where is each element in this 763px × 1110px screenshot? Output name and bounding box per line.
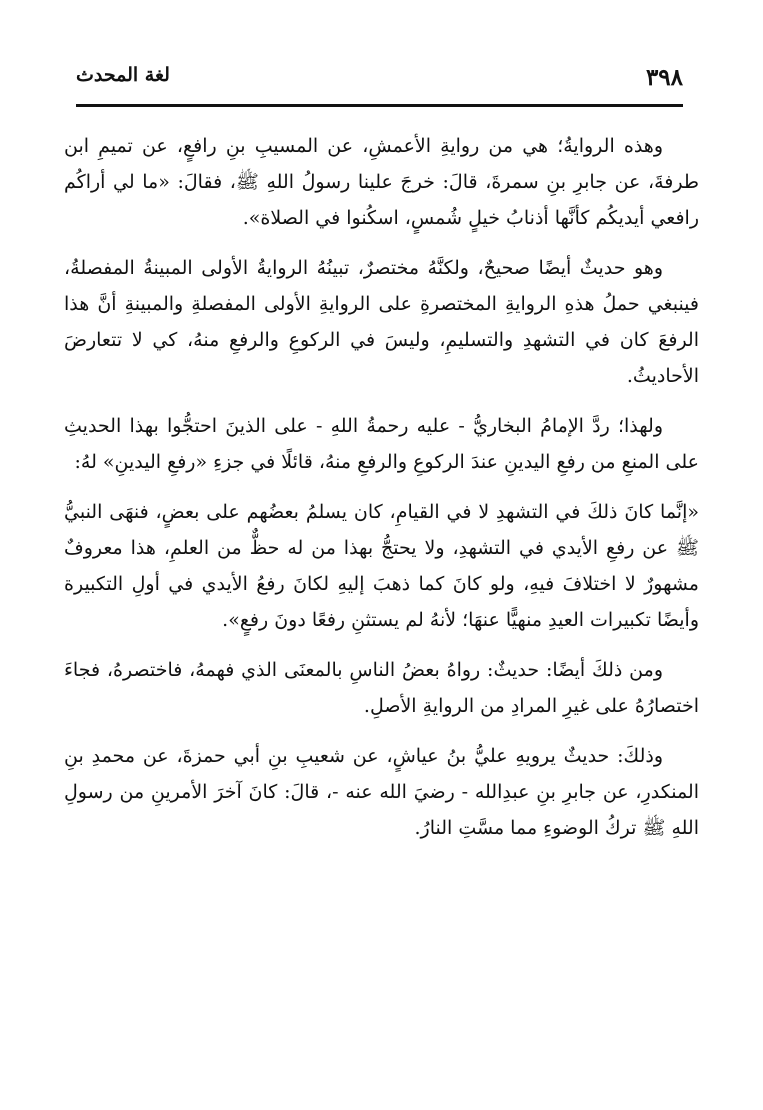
running-title: لغة المحدث [76,64,170,86]
page-number: ٣٩٨ [645,64,683,91]
header-rule [76,104,683,107]
paragraph: وذلكَ: حديثٌ يرويهِ عليُّ بنُ عياشٍ، عن شعيبِ بنِ أبي حمزةَ، عن محمدِ بنِ المنكدرِ، عن جابرِ بنِ عبدِالله - رضيَ الله عنه -، قالَ: كانَ آخرَ الأمرينِ من رسولِ اللهِ ﷺ تركُ الوضوءِ مما مسَّتِ النارُ. [64,745,699,839]
quoted-paragraph: «إنَّما كانَ ذلكَ في التشهدِ لا في القيامِ، كان يسلمُ بعضُهم على بعضٍ، فنهَى النبيُّ ﷺ عن رفعِ الأيدي في التشهدِ، ولا يحتجُّ بهذا من له حظٌّ من العلمِ، هذا معروفٌ مشهورٌ لا اختلافَ فيهِ، ولو كانَ كما ذهبَ إليهِ لكانَ رفعُ الأيدي في أولِ التكبيرة وأيضًا تكبيرات العيدِ منهيًّا عنهَا؛ لأنهُ لم يستثنِ رفعًا دونَ رفعٍ». [64,501,699,631]
paragraph: ولهذا؛ ردَّ الإمامُ البخاريُّ - عليه رحمةُ اللهِ - على الذينَ احتجُّوا بهذا الحديثِ على المنعِ من رفعِ اليدينِ عندَ الركوعِ والرفعِ منهُ، قائلًا في جزءِ «رفعِ اليدينِ» لهُ: [64,415,699,473]
page-header [76,58,683,102]
page-body [64,128,699,860]
paragraph: وهذه الروايةُ؛ هي من روايةِ الأعمشِ، عن المسيبِ بنِ رافعٍ، عن تميمِ ابن طرفةَ، عن جابرِ بنِ سمرةَ، قالَ: خرجَ علينا رسولُ اللهِ ﷺ، فقالَ: «ما لي أراكُم رافعي أيديكُم كأنَّها أذنابُ خيلٍ شُمسٍ، اسكُنوا في الصلاة». [64,135,699,229]
paragraph: وهو حديثٌ أيضًا صحيحٌ، ولكنَّهُ مختصرٌ، تبينُهُ الروايةُ الأولى المبينةُ المفصلةُ، فينبغي حملُ هذهِ الروايةِ المختصرةِ على الروايةِ الأولى المفصلةِ والمبينةِ أنَّ هذا الرفعَ كان في التشهدِ والتسليمِ، وليسَ في الركوعِ والرفعِ منهُ، كي لا تتعارضَ الأحاديثُ. [64,257,699,387]
paragraph: ومن ذلكَ أيضًا: حديثٌ: رواهُ بعضُ الناسِ بالمعنَى الذي فهمهُ، فاختصرهُ، فجاءَ اختصارُهُ على غيرِ المرادِ من الروايةِ الأصلِ. [64,659,699,717]
